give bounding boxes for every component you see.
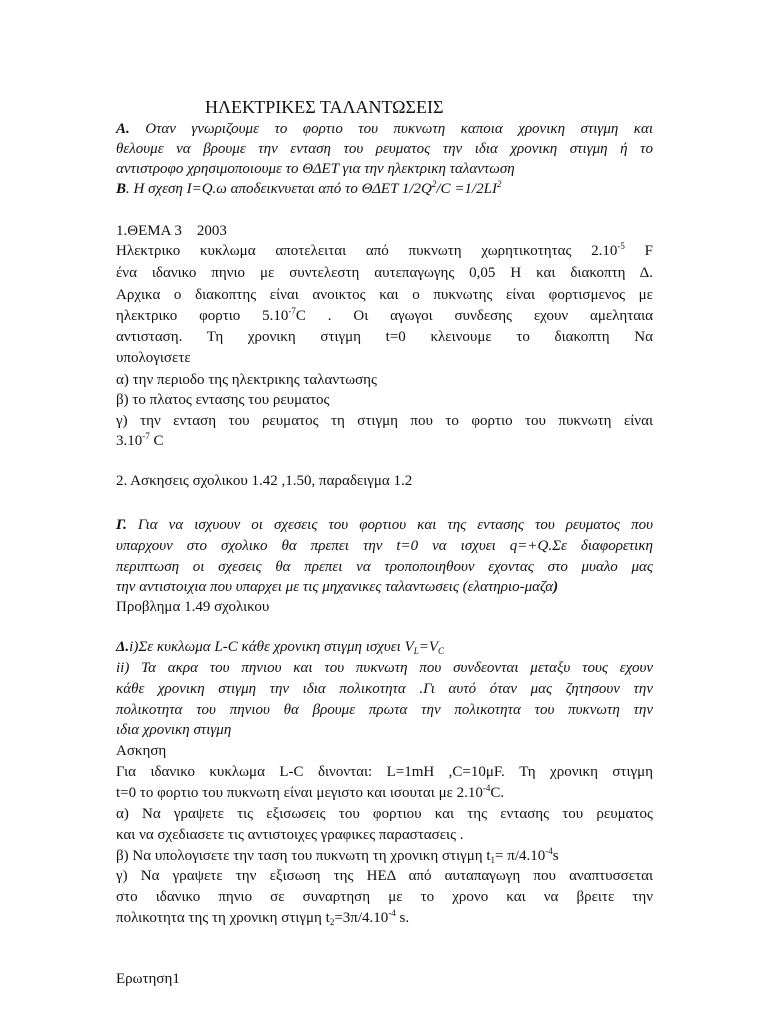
problem-1-line-1: Ηλεκτρικο κυκλωμα αποτελειται από πυκνωτη χωρητικοτητας $2.10^{-5}$ F (116, 241, 653, 259)
section-g-label: Γ. (116, 517, 127, 533)
problem-1-line-5: αντισταση. Τη χρονικη στιγμη t=0 κλεινουμε το διακοπτη Να (116, 329, 653, 345)
section-g-line-2: υπαρχουν στο σχολικο θα πρεπει την t=0 να ισχυει q=+Q.Σε διαφορετικη (116, 538, 653, 554)
problem-1-question-c: γ) την ενταση του ρευματος τη στιγμη που το φορτιο του πυκνωτη είναι (116, 413, 653, 429)
section-a-line-2: θελουμε να βρουμε την ενταση του ρευματος την ιδια χρονικη στιγμη ή το (116, 141, 653, 157)
exercise-line-1: Για ιδανικο κυκλωμα L-C δινονται: L=1mH ,C=10μF. Τη χρονικη στιγμη (116, 764, 653, 780)
section-a-line-1: Α. Οταν γνωριζουμε το φορτιο του πυκνωτη καποια χρονικη στιγμη και (116, 121, 654, 137)
exercise-question-g-2: στο ιδανικο πηνιο σε συναρτηση με το χρονο και να βρειτε την (116, 889, 653, 905)
question-1-label: Ερωτηση1 (116, 971, 180, 987)
section-d-line-ii-3: πολικοτητα του πηνιου θα βρουμε πρωτα την πολικοτητα του πυκνωτη την (116, 702, 653, 718)
problem-1-question-b: β) το πλατος εντασης του ρευματος (116, 392, 330, 408)
exercise-question-g-1: γ) Να γραψετε την εξισωση της ΗΕΔ από αυταπαγωγη που αναπτυσσεται (116, 868, 653, 884)
problem-1-question-a: α) την περιοδο της ηλεκτρικης ταλαντωσης (116, 372, 377, 388)
problem-1-line-3: Αρχικα ο διακοπτης είναι ανοικτος και ο πυκνωτης είναι φορτισμενος με (116, 287, 653, 303)
section-g-line-1: Γ. Για να ισχυουν οι σχεσεις του φορτιου και της εντασης του ρευματος που (116, 517, 654, 533)
problem-1-question-c-value: $3.10^{-7}$ C (116, 431, 164, 449)
exercise-question-g-3: πολικοτητα της τη χρονικη στιγμη $t_2=3\pi/4.10^{-4}$ s. (116, 908, 410, 927)
section-d-line-ii-4: ιδια χρονικη στιγμη (116, 722, 232, 738)
problem-1-line-4: ηλεκτρικο φορτιο $5.10^{-7}C$ . Οι αγωγοι συνδεσης εχουν αμεληταια (116, 306, 654, 324)
section-d-line-ii-2: κάθε χρονικη στιγμη την ιδια πολικοτητα .Γι αυτό όταν μας ζητησουν την (116, 681, 653, 697)
section-b-label: Β (116, 181, 127, 197)
section-g-problem-ref: Προβλημα 1.49 σχολικου (116, 599, 270, 615)
section-d-label: Δ. (116, 639, 130, 655)
exercise-question-b: β) Να υπολογισετε την ταση του πυκνωτη τη χρονικη στιγμη $t_1= \pi/4.10^{-4}s$ (116, 846, 559, 865)
exercise-heading: Ασκηση (116, 743, 167, 759)
exercise-line-2: t=0 το φορτιο του πυκνωτη είναι μεγιστο και ισουται με $2.10^{-4}C$. (116, 783, 505, 801)
problem-1-line-6: υπολογισετε (116, 350, 191, 366)
section-a-line-3: αντιστροφο χρησιμοποιουμε το ΘΔΕΤ για την ηλεκτρικη ταλαντωση (116, 161, 515, 177)
section-d-line-ii-1: ii) Τα ακρα του πηνιου και του πυκνωτη που συνδεονται μεταξυ τους εχουν (116, 660, 653, 676)
section-b-line: Β. Η σχεση I=Q.ω αποδεικνυεται από το ΘΔΕΤ $1/2Q^2/C =1/2LI^2$ (116, 179, 502, 197)
exercise-question-a-1: α) Να γραψετε τις εξισωσεις του φορτιου και της εντασης του ρευματος (116, 806, 653, 822)
problem-1-line-2: ένα ιδανικο πηνιο με συντελεστη αυτεπαγωγης 0,05 Η και διακοπτη Δ. (116, 265, 653, 281)
exercise-question-a-2: και να σχεδιασετε τις αντιστοιχες γραφικες παραστασεις . (116, 827, 464, 843)
problem-1-heading: 1.ΘΕΜΑ 3 2003 (116, 223, 227, 239)
section-a-label: Α. (116, 121, 130, 137)
page-title: ΗΛΕΚΤΡΙΚΕΣ ΤΑΛΑΝΤΩΣΕΙΣ (205, 97, 444, 117)
section-d-line-i: Δ.i)Σε κυκλωμα L-C κάθε χρονικη στιγμη ισχυει $V_L=V_C$ (116, 639, 445, 656)
section-g-line-4: την αντιστοιχια που υπαρχει με τις μηχανικες ταλαντωσεις (ελατηριο-μαζα) (116, 579, 559, 595)
problem-2-line: 2. Ασκησεις σχολικου 1.42 ,1.50, παραδειγμα 1.2 (116, 473, 413, 489)
section-g-line-3: περιπτωση οι σχεσεις θα πρεπει να τροποποιηθουν εχοντας στο μυαλο μας (116, 559, 653, 575)
